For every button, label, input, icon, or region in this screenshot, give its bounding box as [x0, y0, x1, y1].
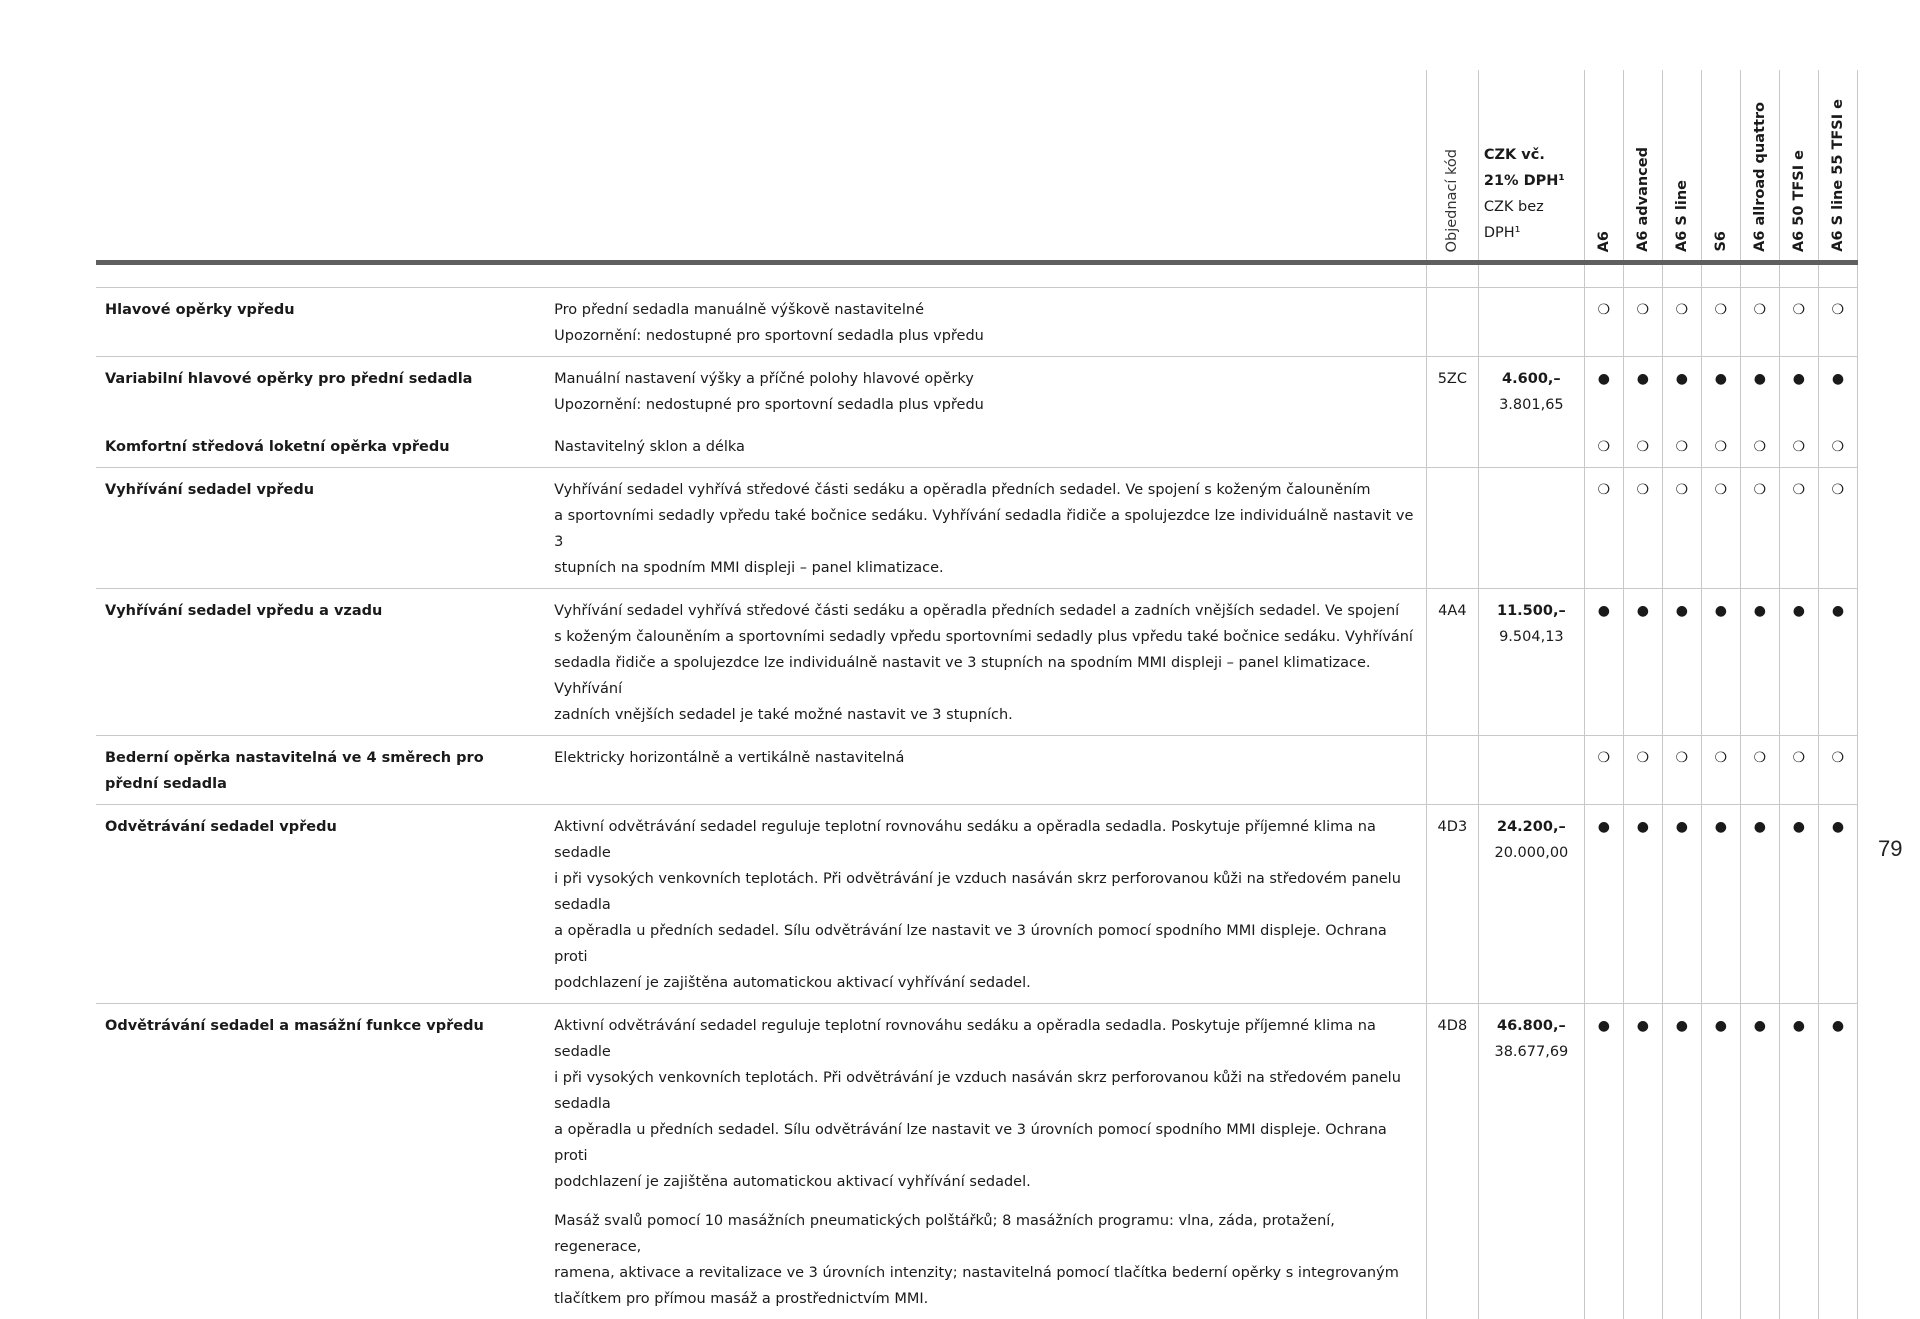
optional-equipment-icon: ❍	[1584, 425, 1623, 468]
price-excl-vat: 3.801,65	[1481, 392, 1582, 418]
standard-equipment-icon: ●	[1584, 805, 1623, 1004]
feature-name: Variabilní hlavové opěrky pro přední sedadla	[96, 357, 546, 426]
standard-equipment-icon: ●	[1623, 805, 1662, 1004]
optional-equipment-icon: ❍	[1662, 468, 1701, 589]
table-row	[96, 805, 1858, 1004]
price-excl-vat: 9.504,13	[1481, 624, 1582, 650]
price-cell	[1478, 1004, 1584, 1319]
standard-equipment-icon: ●	[1623, 589, 1662, 736]
header-model-a6-50-tfsi-e	[1779, 70, 1818, 263]
model-label: A6 S line	[1669, 180, 1695, 252]
standard-equipment-icon: ●	[1701, 805, 1740, 1004]
table-body	[96, 263, 1858, 1319]
standard-equipment-icon: ●	[1779, 805, 1818, 1004]
model-label: A6 allroad quattro	[1747, 102, 1773, 252]
standard-equipment-icon: ●	[1740, 805, 1779, 1004]
order-code	[1426, 736, 1478, 805]
optional-equipment-icon: ❍	[1779, 288, 1818, 357]
feature-name: Odvětrávání sedadel vpředu	[96, 805, 546, 1004]
header-model-a6	[1584, 70, 1623, 263]
optional-equipment-icon: ❍	[1818, 736, 1857, 805]
optional-equipment-icon: ❍	[1701, 288, 1740, 357]
price-incl-vat: 11.500,–	[1481, 598, 1582, 624]
order-code: 4A4	[1426, 589, 1478, 736]
standard-equipment-icon: ●	[1662, 589, 1701, 736]
description-paragraph: Pro přední sedadla manuálně výškově nastavitelné Upozornění: nedostupné pro sportovní sedadla plus vpředu	[554, 297, 1418, 349]
optional-equipment-icon: ❍	[1623, 736, 1662, 805]
description-paragraph: Vyhřívání sedadel vyhřívá středové části sedáku a opěradla předních sedadel. Ve spojení s koženým čalouněním a sportovními sedadly vpředu také bočnice sedáku. Vyhřívání sedadla řidiče a spolujezdce lze individuálně nastavit ve 3 stupních na spodním MMI displeji – panel klimatizace.	[554, 477, 1418, 581]
optional-equipment-icon: ❍	[1584, 288, 1623, 357]
feature-name: Komfortní středová loketní opěrka vpředu	[96, 425, 546, 468]
price-cell	[1478, 805, 1584, 1004]
standard-equipment-icon: ●	[1818, 805, 1857, 1004]
price-excl-vat: 38.677,69	[1481, 1039, 1582, 1065]
equipment-price-table	[96, 70, 1858, 1319]
feature-name: Bederní opěrka nastavitelná ve 4 směrech pro přední sedadla	[96, 736, 546, 805]
header-model-a6-s-line	[1662, 70, 1701, 263]
model-label: A6 S line 55 TFSI e	[1825, 99, 1851, 252]
price-incl-vat: 24.200,–	[1481, 814, 1582, 840]
model-label: A6 50 TFSI e	[1786, 150, 1812, 252]
header-spacer-row	[96, 263, 1858, 288]
description-paragraph: Nastavitelný sklon a délka	[554, 434, 1418, 460]
header-model-s6	[1701, 70, 1740, 263]
optional-equipment-icon: ❍	[1701, 736, 1740, 805]
optional-equipment-icon: ❍	[1584, 736, 1623, 805]
standard-equipment-icon: ●	[1779, 589, 1818, 736]
header-blank-feature	[96, 70, 546, 263]
feature-description	[546, 1004, 1426, 1319]
standard-equipment-icon: ●	[1584, 1004, 1623, 1319]
standard-equipment-icon: ●	[1740, 357, 1779, 426]
standard-equipment-icon: ●	[1662, 1004, 1701, 1319]
standard-equipment-icon: ●	[1818, 589, 1857, 736]
order-code: 4D8	[1426, 1004, 1478, 1319]
feature-description	[546, 357, 1426, 426]
standard-equipment-icon: ●	[1740, 1004, 1779, 1319]
optional-equipment-icon: ❍	[1779, 468, 1818, 589]
description-paragraph: Masáž svalů pomocí 10 masážních pneumatických polštářků; 8 masážních programu: vlna, záda, protažení, regenerace, ramena, aktivace a revitalizace ve 3 úrovních intenzity; nastavitelná pomocí tlačítka bederní opěrky s integrovaným tlačítkem pro přímou masáž a prostřednictvím MMI.	[554, 1208, 1418, 1312]
price-incl-vat: 4.600,–	[1481, 366, 1582, 392]
optional-equipment-icon: ❍	[1740, 425, 1779, 468]
feature-description	[546, 425, 1426, 468]
model-label: A6 advanced	[1630, 147, 1656, 252]
standard-equipment-icon: ●	[1740, 589, 1779, 736]
feature-description	[546, 805, 1426, 1004]
model-label: S6	[1708, 231, 1734, 252]
table-row	[96, 357, 1858, 426]
standard-equipment-icon: ●	[1818, 1004, 1857, 1319]
header-blank-description	[546, 70, 1426, 263]
optional-equipment-icon: ❍	[1662, 425, 1701, 468]
optional-equipment-icon: ❍	[1584, 468, 1623, 589]
header-price	[1478, 70, 1584, 263]
table-row	[96, 736, 1858, 805]
optional-equipment-icon: ❍	[1623, 288, 1662, 357]
header-model-a6-allroad	[1740, 70, 1779, 263]
feature-description	[546, 288, 1426, 357]
price-cell	[1478, 357, 1584, 426]
feature-name: Vyhřívání sedadel vpředu a vzadu	[96, 589, 546, 736]
optional-equipment-icon: ❍	[1818, 288, 1857, 357]
feature-description	[546, 589, 1426, 736]
optional-equipment-icon: ❍	[1818, 468, 1857, 589]
price-cell	[1478, 736, 1584, 805]
price-excl-vat: 20.000,00	[1481, 840, 1582, 866]
order-code: 4D3	[1426, 805, 1478, 1004]
optional-equipment-icon: ❍	[1779, 425, 1818, 468]
table-row	[96, 468, 1858, 589]
description-paragraph: Vyhřívání sedadel vyhřívá středové části sedáku a opěradla předních sedadel a zadních vnějších sedadel. Ve spojení s koženým čalouněním a sportovními sedadly vpředu sportovními sedadly plus vpředu také bočnice sedáku. Vyhřívání sedadla řidiče a spolujezdce lze individuálně nastavit ve 3 stupních na spodním MMI displeji – panel klimatizace. Vyhřívání zadních vnějších sedadel je také možné nastavit ve 3 stupních.	[554, 598, 1418, 728]
feature-description	[546, 468, 1426, 589]
feature-name: Vyhřívání sedadel vpředu	[96, 468, 546, 589]
description-paragraph: Aktivní odvětrávání sedadel reguluje teplotní rovnováhu sedáku a opěradla sedadla. Poskytuje příjemné klima na sedadle i při vysokých venkovních teplotách. Při odvětrávání je vzduch nasáván skrz perforovanou kůži na středovém panelu sedadla a opěradla u předních sedadel. Sílu odvětrávání lze nastavit ve 3 úrovních pomocí spodního MMI displeje. Ochrana proti podchlazení je zajištěna automatickou aktivací vyhřívání sedadel.	[554, 1013, 1418, 1195]
optional-equipment-icon: ❍	[1818, 425, 1857, 468]
description-paragraph: Manuální nastavení výšky a příčné polohy hlavové opěrky Upozornění: nedostupné pro sportovní sedadla plus vpředu	[554, 366, 1418, 418]
table-row	[96, 1004, 1858, 1319]
table-row	[96, 425, 1858, 468]
model-label: A6	[1591, 231, 1617, 252]
order-code	[1426, 425, 1478, 468]
standard-equipment-icon: ●	[1662, 805, 1701, 1004]
optional-equipment-icon: ❍	[1740, 288, 1779, 357]
header-model-a6-advanced	[1623, 70, 1662, 263]
optional-equipment-icon: ❍	[1623, 425, 1662, 468]
price-cell	[1478, 468, 1584, 589]
standard-equipment-icon: ●	[1701, 589, 1740, 736]
price-incl-vat-label: CZK vč. 21% DPH¹	[1484, 142, 1584, 194]
order-code	[1426, 468, 1478, 589]
order-code-label: Objednací kód	[1439, 149, 1465, 252]
header-order-code	[1426, 70, 1478, 263]
optional-equipment-icon: ❍	[1701, 468, 1740, 589]
description-paragraph: Elektricky horizontálně a vertikálně nastavitelná	[554, 745, 1418, 771]
standard-equipment-icon: ●	[1584, 357, 1623, 426]
page-number: 79	[1878, 836, 1902, 862]
standard-equipment-icon: ●	[1623, 1004, 1662, 1319]
header-model-a6-s-line-55-tfsi-e	[1818, 70, 1857, 263]
description-paragraph: Aktivní odvětrávání sedadel reguluje teplotní rovnováhu sedáku a opěradla sedadla. Poskytuje příjemné klima na sedadle i při vysokých venkovních teplotách. Při odvětrávání je vzduch nasáván skrz perforovanou kůži na středovém panelu sedadla a opěradla u předních sedadel. Sílu odvětrávání lze nastavit ve 3 úrovních pomocí spodního MMI displeje. Ochrana proti podchlazení je zajištěna automatickou aktivací vyhřívání sedadel.	[554, 814, 1418, 996]
standard-equipment-icon: ●	[1701, 1004, 1740, 1319]
price-cell	[1478, 589, 1584, 736]
price-cell	[1478, 425, 1584, 468]
optional-equipment-icon: ❍	[1740, 736, 1779, 805]
optional-equipment-icon: ❍	[1701, 425, 1740, 468]
feature-name: Odvětrávání sedadel a masážní funkce vpředu	[96, 1004, 546, 1319]
feature-name: Hlavové opěrky vpředu	[96, 288, 546, 357]
optional-equipment-icon: ❍	[1623, 468, 1662, 589]
standard-equipment-icon: ●	[1623, 357, 1662, 426]
optional-equipment-icon: ❍	[1662, 736, 1701, 805]
feature-description	[546, 736, 1426, 805]
standard-equipment-icon: ●	[1584, 589, 1623, 736]
order-code: 5ZC	[1426, 357, 1478, 426]
table-row	[96, 288, 1858, 357]
optional-equipment-icon: ❍	[1662, 288, 1701, 357]
table-row	[96, 589, 1858, 736]
standard-equipment-icon: ●	[1779, 357, 1818, 426]
standard-equipment-icon: ●	[1779, 1004, 1818, 1319]
table-header-row	[96, 70, 1858, 263]
price-cell	[1478, 288, 1584, 357]
standard-equipment-icon: ●	[1818, 357, 1857, 426]
price-incl-vat: 46.800,–	[1481, 1013, 1582, 1039]
order-code	[1426, 288, 1478, 357]
optional-equipment-icon: ❍	[1740, 468, 1779, 589]
standard-equipment-icon: ●	[1701, 357, 1740, 426]
price-excl-vat-label: CZK bez DPH¹	[1484, 194, 1584, 246]
standard-equipment-icon: ●	[1662, 357, 1701, 426]
optional-equipment-icon: ❍	[1779, 736, 1818, 805]
